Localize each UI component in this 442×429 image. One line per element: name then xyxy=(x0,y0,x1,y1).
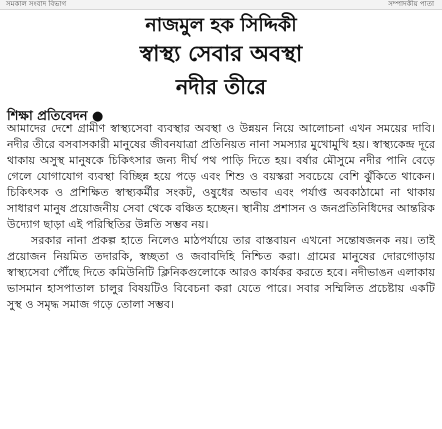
article-body xyxy=(7,121,435,313)
author-name: নাজমুল হক সিদ্দিকী xyxy=(145,14,297,36)
header-strip-left: সমকাল সংবাদ বিভাগ xyxy=(6,0,67,8)
header-strip-right: সম্পাদকীয় পাতা xyxy=(388,0,434,8)
article-title: স্বাস্থ্য সেবার অবস্থা xyxy=(139,42,303,67)
header-strip xyxy=(0,0,442,10)
section-title: শিক্ষা প্রতিবেদন ● xyxy=(7,109,104,124)
paragraph: আমাদের দেশে গ্রামীণ স্বাস্থ্যসেবা ব্যবস্থার অবস্থা ও উন্নয়ন নিয়ে আলোচনা এখন সময়ের দাবি। নদীর তীরে বসবাসকারী মানুষের জীবনযাত্রা প্রতিনিয়ত নানা সমস্যার মুখোমুখি হয়। স্বাস্থ্যকেন্দ্র দূরে থাকায় অসুস্থ মানুষকে চিকিৎসার জন্য দীর্ঘ পথ পাড়ি দিতে হয়। বর্ষার মৌসুমে নদীর পানি বেড়ে গেলে যোগাযোগ ব্যবস্থা বিচ্ছিন্ন হয়ে পড়ে এবং শিশু ও বয়স্করা সবচেয়ে বেশি ঝুঁকিতে থাকেন। চিকিৎসক ও প্রশিক্ষিত স্বাস্থ্যকর্মীর সংকট, ওষুধের অভাব এবং পর্যাপ্ত অবকাঠামো না থাকায় সাধারণ মানুষ প্রয়োজনীয় সেবা থেকে বঞ্চিত হচ্ছেন। স্থানীয় প্রশাসন ও জনপ্রতিনিধিদের আন্তরিক উদ্যোগ ছাড়া এই পরিস্থিতির উন্নতি সম্ভব নয়। xyxy=(7,122,435,231)
article-subtitle: নদীর তীরে xyxy=(175,75,267,99)
paragraph: সরকার নানা প্রকল্প হাতে নিলেও মাঠপর্যায়ে তার বাস্তবায়ন এখনো সন্তোষজনক নয়। তাই প্রয়োজন নিয়মিত তদারকি, স্বচ্ছতা ও জবাবদিহি নিশ্চিত করা। গ্রামের মানুষের দোরগোড়ায় স্বাস্থ্যসেবা পৌঁছে দিতে কমিউনিটি ক্লিনিকগুলোকে আরও কার্যকর করতে হবে। নদীভাঙন এলাকায় ভাসমান হাসপাতাল চালুর বিষয়টিও বিবেচনা করা যেতে পারে। সবার সম্মিলিত প্রচেষ্টায় একটি সুস্থ ও সমৃদ্ধ সমাজ গড়ে তোলা সম্ভব। xyxy=(7,234,435,311)
